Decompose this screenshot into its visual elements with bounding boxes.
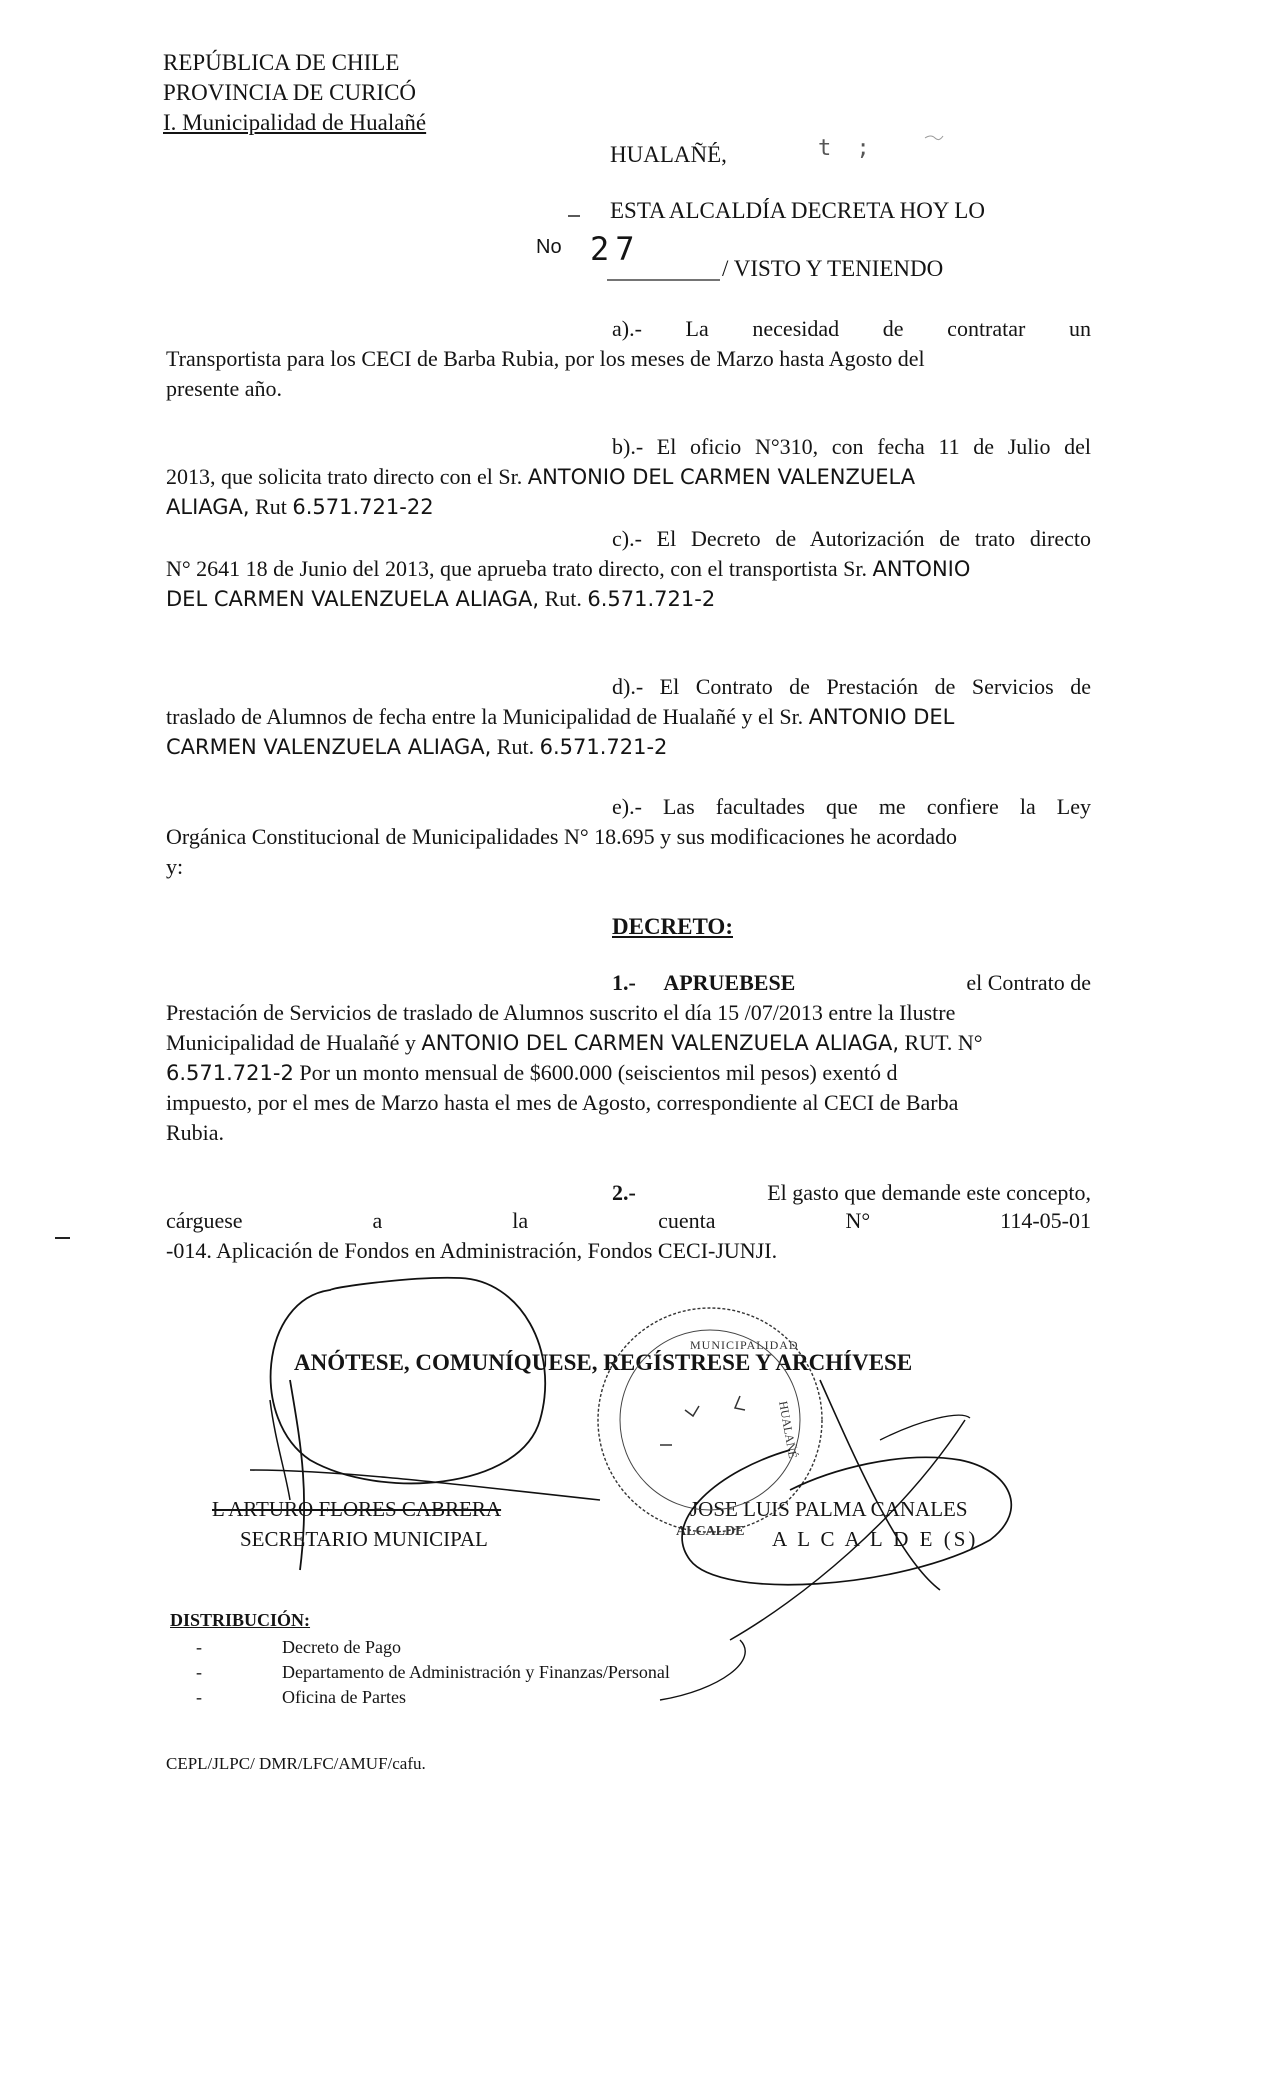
article-2-word: a bbox=[372, 1208, 383, 1233]
stamp-emblem bbox=[660, 1396, 745, 1445]
article-1-line6: Rubia. bbox=[166, 1120, 225, 1145]
consideration-d-rut: 6.571.721-2 bbox=[539, 735, 668, 759]
secretary-signature-loop bbox=[271, 1278, 546, 1484]
article-1-rut-label: RUT. N° bbox=[904, 1030, 983, 1055]
article-2-word: cuenta bbox=[658, 1208, 716, 1233]
article-1-line2: Prestación de Servicios de traslado de Alumnos suscrito el día 15 /07/2013 entre la Ilustre bbox=[166, 1000, 956, 1025]
municipality-line: I. Municipalidad de Hualañé bbox=[163, 110, 427, 135]
consideration-a-line3: presente año. bbox=[166, 376, 283, 401]
consideration-c-rut: 6.571.721-2 bbox=[587, 587, 716, 611]
consideration-c-text: N° 2641 18 de Junio del 2013, que aprueba trato directo, con el transportista Sr. bbox=[166, 556, 868, 581]
consideration-a-line1: a).- La necesidad de contratar un bbox=[612, 316, 1091, 341]
consideration-d-line3 bbox=[166, 732, 1091, 762]
consideration-b-rut: 6.571.721-22 bbox=[292, 495, 434, 519]
faint-date-mark bbox=[925, 136, 943, 140]
article-1-line1 bbox=[612, 968, 1091, 998]
distribution-item: Decreto de Pago bbox=[282, 1637, 401, 1657]
consideration-c-line2 bbox=[166, 554, 1091, 584]
province-line: PROVINCIA DE CURICÓ bbox=[163, 80, 417, 105]
consideration-b-line3 bbox=[166, 492, 1091, 522]
mayor-signature-stroke bbox=[660, 1640, 745, 1700]
republic-line: REPÚBLICA DE CHILE bbox=[163, 50, 400, 75]
mayor-signature-stroke bbox=[820, 1380, 940, 1590]
article-1-name: ANTONIO DEL CARMEN VALENZUELA ALIAGA, bbox=[421, 1031, 900, 1055]
consideration-d-line1: d).- El Contrato de Prestación de Servicios de bbox=[612, 674, 1091, 699]
mayor-signature-stroke bbox=[880, 1415, 970, 1440]
consideration-b-rut-label: Rut bbox=[255, 494, 287, 519]
article-2-line1-rest: El gasto que demande este concepto, bbox=[767, 1180, 1091, 1205]
consideration-e-line1: e).- Las facultades que me confiere la Ley bbox=[612, 794, 1091, 819]
article-1-line3 bbox=[166, 1028, 1091, 1058]
distribution-bullet: - bbox=[196, 1687, 202, 1707]
consideration-e-line2: Orgánica Constitucional de Municipalidades N° 18.695 y sus modificaciones he acordado bbox=[166, 824, 958, 849]
secretary-name: L ARTURO FLORES CABRERA bbox=[212, 1497, 502, 1521]
consideration-d-line2 bbox=[166, 702, 1091, 732]
article-2-line3: -014. Aplicación de Fondos en Administración, Fondos CECI-JUNJI. bbox=[166, 1238, 778, 1263]
distribution-item: Departamento de Administración y Finanzas/Personal bbox=[282, 1662, 670, 1682]
distribution-item: Oficina de Partes bbox=[282, 1687, 406, 1707]
article-2-account: 114-05-01 bbox=[1000, 1208, 1091, 1233]
number-label: No bbox=[536, 236, 562, 258]
article-1-line5: impuesto, por el mes de Marzo hasta el mes de Agosto, correspondiente al CECI de Barba bbox=[166, 1090, 959, 1115]
article-1-amount: Por un monto mensual de $600.000 (seiscientos mil pesos) exentó d bbox=[299, 1060, 898, 1085]
decree-title: DECRETO: bbox=[612, 914, 733, 939]
consideration-d-text: traslado de Alumnos de fecha entre la Municipalidad de Hualañé y el Sr. bbox=[166, 704, 804, 729]
handwritten-date: t ; bbox=[818, 136, 876, 161]
article-1-number: 1.- bbox=[612, 970, 636, 995]
consideration-b-name: ANTONIO DEL CARMEN VALENZUELA bbox=[527, 465, 916, 489]
article-1-line1-rest: el Contrato de bbox=[966, 970, 1091, 995]
consideration-c-line1: c).- El Decreto de Autorización de trato directo bbox=[612, 526, 1091, 551]
distribution-title: DISTRIBUCIÓN: bbox=[170, 1610, 311, 1630]
article-1-line4 bbox=[166, 1058, 1091, 1088]
consideration-d-name-end: CARMEN VALENZUELA ALIAGA, bbox=[166, 735, 492, 759]
consideration-c-rut-label: Rut. bbox=[544, 586, 582, 611]
closing-formula: ANÓTESE, COMUNÍQUESE, REGÍSTRESE Y ARCHÍVESE bbox=[294, 1350, 913, 1375]
article-1-approve-word: APRUEBESE bbox=[663, 970, 796, 995]
secretary-signature-stroke bbox=[270, 1400, 290, 1500]
distribution-bullet: - bbox=[196, 1637, 202, 1657]
mayor-title: A L C A L D E (S) bbox=[772, 1527, 979, 1551]
city-label: HUALAÑÉ, bbox=[610, 142, 727, 167]
consideration-e-line3: y: bbox=[166, 854, 184, 879]
consideration-b-name-end: ALIAGA, bbox=[166, 495, 250, 519]
consideration-b-text: 2013, que solicita trato directo con el Sr. bbox=[166, 464, 523, 489]
visto-line: / VISTO Y TENIENDO bbox=[722, 256, 944, 281]
article-2-number: 2.- bbox=[612, 1180, 636, 1205]
article-2-word: la bbox=[512, 1208, 529, 1233]
article-1-rut: 6.571.721-2 bbox=[166, 1061, 294, 1085]
article-2-line1 bbox=[612, 1178, 1091, 1208]
article-2-line2 bbox=[166, 1206, 1091, 1236]
article-2-word: N° bbox=[845, 1208, 871, 1233]
stamp-bottom-text: ALCALDE bbox=[676, 1524, 745, 1539]
consideration-d-name: ANTONIO DEL bbox=[808, 705, 955, 729]
initials-line: CEPL/JLPC/ DMR/LFC/AMUF/cafu. bbox=[166, 1754, 426, 1773]
consideration-c-name: ANTONIO bbox=[872, 557, 971, 581]
secretary-title: SECRETARIO MUNICIPAL bbox=[240, 1527, 488, 1551]
distribution-bullet: - bbox=[196, 1662, 202, 1682]
decree-intro: ESTA ALCALDÍA DECRETA HOY LO bbox=[610, 198, 985, 223]
consideration-b-line2 bbox=[166, 462, 1091, 492]
consideration-c-name-end: DEL CARMEN VALENZUELA ALIAGA, bbox=[166, 587, 540, 611]
stamp-top-text: MUNICIPALIDAD bbox=[690, 1338, 799, 1352]
article-2-word: cárguese bbox=[166, 1208, 243, 1233]
consideration-d-rut-label: Rut. bbox=[496, 734, 535, 759]
stamp-right-text: HUALAÑÉ bbox=[776, 1400, 801, 1460]
mayor-name: JOSE LUIS PALMA CANALES bbox=[690, 1497, 968, 1521]
consideration-b-line1: b).- El oficio N°310, con fecha 11 de Julio del bbox=[612, 434, 1091, 459]
article-1-text: Municipalidad de Hualañé y bbox=[166, 1030, 416, 1055]
consideration-c-line3 bbox=[166, 584, 1091, 614]
consideration-a-line2: Transportista para los CECI de Barba Rubia, por los meses de Marzo hasta Agosto del bbox=[166, 346, 925, 371]
handwritten-decree-number: 27 bbox=[590, 230, 641, 268]
